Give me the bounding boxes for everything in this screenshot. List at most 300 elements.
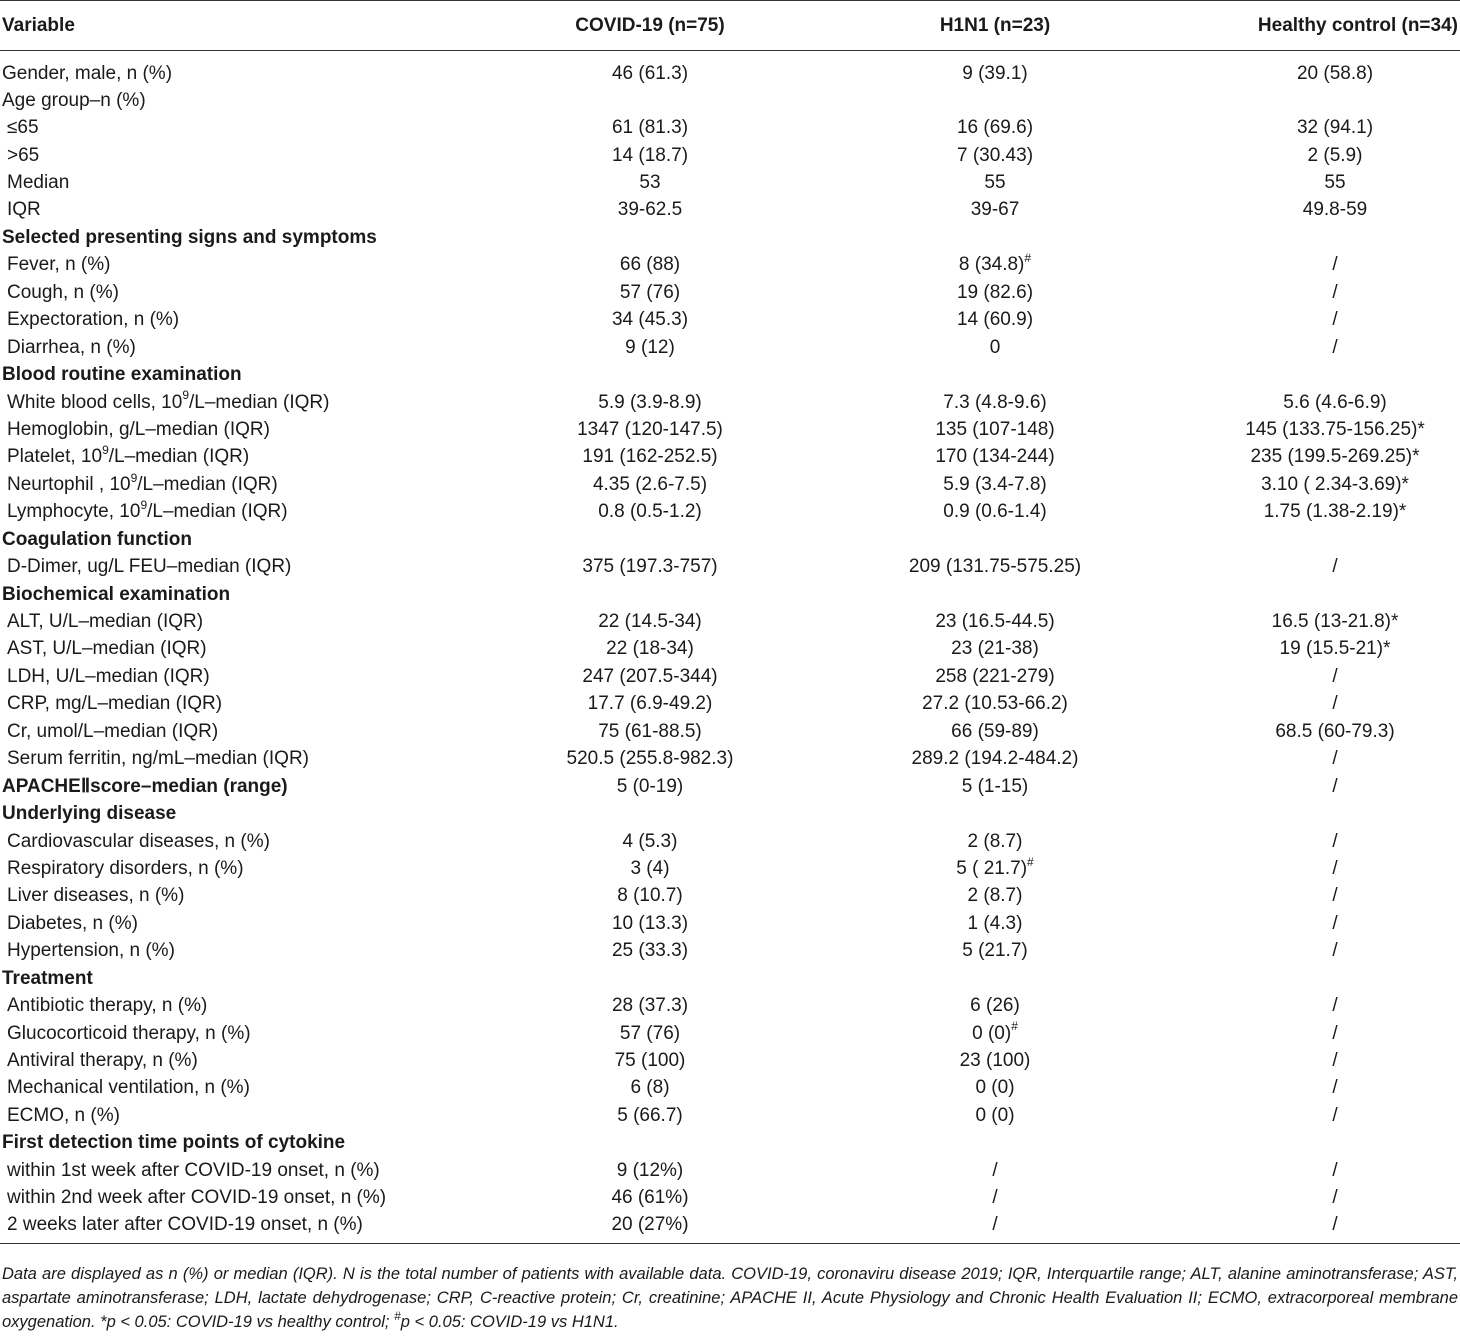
- table-row: [0, 499, 1460, 526]
- cell-value: 75 (100): [614, 1050, 686, 1072]
- cell-value: 28 (37.3): [611, 995, 689, 1017]
- cell-healthy-control: [1210, 773, 1460, 800]
- table-row: [0, 169, 1460, 196]
- cell-healthy-control: [1210, 938, 1460, 965]
- cell-value: 32 (94.1): [1296, 117, 1374, 139]
- cell-value: 375 (197.3-757): [582, 556, 718, 578]
- cell-value: 68.5 (60-79.3): [1275, 720, 1395, 742]
- row-label-text: ≤65: [7, 117, 39, 139]
- cell-value: 258 (221-279): [935, 665, 1055, 687]
- cell-value: 27.2 (10.53-66.2): [922, 693, 1068, 715]
- row-label-text: Underlying disease: [2, 803, 177, 825]
- cell-value: 170 (134-244): [935, 446, 1055, 468]
- cell-value: 53: [639, 172, 661, 194]
- cell-healthy-control: [1210, 499, 1460, 526]
- cell-h1n1: [780, 1157, 1210, 1184]
- cell-value: 191 (162-252.5): [582, 446, 718, 468]
- cell-value: 9 (12): [625, 336, 675, 358]
- cell-h1n1: [780, 746, 1210, 773]
- table-row: [0, 965, 1460, 992]
- row-label-text: Respiratory disorders, n (%): [7, 857, 244, 879]
- cell-h1n1: [780, 883, 1210, 910]
- row-label-text: D-Dimer, ug/L FEU–median (IQR): [7, 556, 292, 578]
- table-row: [0, 938, 1460, 965]
- cell-healthy-control: [1210, 800, 1460, 827]
- cell-covid: [520, 1075, 780, 1102]
- cell-healthy-control: [1210, 746, 1460, 773]
- table-row: [0, 1102, 1460, 1129]
- cell-h1n1: [780, 416, 1210, 443]
- cell-healthy-control: [1210, 51, 1460, 88]
- cell-h1n1: [780, 114, 1210, 141]
- table-row: [0, 334, 1460, 361]
- cell-covid: [520, 992, 780, 1019]
- cell-value: 5.6 (4.6-6.9): [1283, 391, 1387, 413]
- cell-value: /: [992, 1159, 998, 1181]
- cell-healthy-control: [1210, 1102, 1460, 1129]
- cell-value: 22 (14.5-34): [598, 611, 702, 633]
- table-row: [0, 197, 1460, 224]
- row-label: [0, 553, 520, 580]
- row-label-tail: /L–median (IQR): [147, 501, 288, 523]
- table-header: [0, 1, 1460, 51]
- cell-covid: [520, 718, 780, 745]
- cell-value: 5 ( 21.7): [956, 857, 1028, 879]
- cell-h1n1: [780, 965, 1210, 992]
- row-label-superscript: 9: [102, 443, 109, 458]
- table-row: [0, 87, 1460, 114]
- cell-value: 17.7 (6.9-49.2): [587, 693, 713, 715]
- cell-covid: [520, 224, 780, 251]
- section-heading: [0, 224, 520, 251]
- cell-h1n1: [780, 608, 1210, 635]
- cell-value: /: [1332, 693, 1338, 715]
- cell-h1n1: [780, 526, 1210, 553]
- row-label-tail: /L–median (IQR): [108, 446, 250, 468]
- table-row: [0, 553, 1460, 580]
- cell-h1n1: [780, 663, 1210, 690]
- cell-h1n1: [780, 51, 1210, 88]
- table-row: [0, 608, 1460, 635]
- table-row: [0, 800, 1460, 827]
- row-label-text: Serum ferritin, ng/mL–median (IQR): [7, 748, 309, 770]
- cell-value: 57 (76): [619, 1022, 681, 1044]
- table-row: [0, 361, 1460, 388]
- cell-h1n1: [780, 553, 1210, 580]
- cell-value: 5 (0-19): [616, 775, 684, 797]
- significance-marker: #: [1027, 854, 1034, 869]
- row-label-text: within 1st week after COVID-19 onset, n (%): [7, 1159, 380, 1181]
- cell-value: /: [992, 1213, 998, 1235]
- cell-healthy-control: [1210, 444, 1460, 471]
- table-row: [0, 855, 1460, 882]
- table-row: [0, 416, 1460, 443]
- cell-value: 61 (81.3): [611, 117, 689, 139]
- cell-value: 135 (107-148): [935, 418, 1055, 440]
- row-label: [0, 718, 520, 745]
- row-label-text: White blood cells, 10: [7, 391, 183, 413]
- cell-covid: [520, 87, 780, 114]
- table-row: [0, 992, 1460, 1019]
- cell-healthy-control: [1210, 718, 1460, 745]
- table-row: [0, 581, 1460, 608]
- cell-value: 1 (4.3): [967, 912, 1023, 934]
- cell-healthy-control: [1210, 636, 1460, 663]
- cell-h1n1: [780, 499, 1210, 526]
- row-label-text: Antibiotic therapy, n (%): [7, 995, 208, 1017]
- cell-value: 289.2 (194.2-484.2): [911, 748, 1079, 770]
- cell-h1n1: [780, 389, 1210, 416]
- cell-h1n1: [780, 855, 1210, 882]
- cell-healthy-control: [1210, 526, 1460, 553]
- table-row: [0, 1075, 1460, 1102]
- row-label-text: First detection time points of cytokine: [2, 1132, 346, 1154]
- row-label: [0, 608, 520, 635]
- row-label: [0, 197, 520, 224]
- cell-covid: [520, 910, 780, 937]
- cell-covid: [520, 828, 780, 855]
- cell-value: 0 (0): [972, 1022, 1012, 1044]
- cell-covid: [520, 471, 780, 498]
- row-label-tail: /L–median (IQR): [137, 473, 278, 495]
- cell-value: 6 (26): [970, 995, 1020, 1017]
- row-label: [0, 1047, 520, 1074]
- row-label-text: APACHEⅡscore–median (range): [2, 775, 288, 797]
- significance-marker: #: [1024, 251, 1032, 266]
- cell-h1n1: [780, 828, 1210, 855]
- table-row: [0, 828, 1460, 855]
- cell-healthy-control: [1210, 855, 1460, 882]
- row-label-text: CRP, mg/L–median (IQR): [7, 693, 223, 715]
- cell-value: 5 (66.7): [617, 1104, 683, 1126]
- cell-covid: [520, 636, 780, 663]
- cell-covid: [520, 883, 780, 910]
- section-heading: [0, 773, 520, 800]
- cell-covid: [520, 855, 780, 882]
- row-label: [0, 279, 520, 306]
- row-label-text: 2 weeks later after COVID-19 onset, n (%): [7, 1213, 363, 1235]
- cell-value: 8 (34.8): [958, 254, 1025, 276]
- cell-covid: [520, 361, 780, 388]
- section-heading: [0, 581, 520, 608]
- header-healthy-control: Healthy control (n=34): [1210, 1, 1460, 51]
- cell-h1n1: [780, 334, 1210, 361]
- row-label-text: Hemoglobin, g/L–median (IQR): [7, 418, 270, 440]
- table-row: [0, 910, 1460, 937]
- cell-value: /: [1332, 1050, 1338, 1072]
- cell-h1n1: [780, 252, 1210, 279]
- cell-value: 4.35 (2.6-7.5): [592, 473, 708, 495]
- table-row: [0, 279, 1460, 306]
- cell-h1n1: [780, 773, 1210, 800]
- table-row: [0, 1047, 1460, 1074]
- table-row: [0, 746, 1460, 773]
- cell-covid: [520, 746, 780, 773]
- table-row: [0, 773, 1460, 800]
- cell-h1n1: [780, 718, 1210, 745]
- cell-value: 145 (133.75-156.25)*: [1245, 418, 1425, 440]
- cell-covid: [520, 389, 780, 416]
- cell-covid: [520, 51, 780, 88]
- cell-covid: [520, 1130, 780, 1157]
- row-label: [0, 910, 520, 937]
- cell-value: 0 (0): [975, 1104, 1015, 1126]
- cell-covid: [520, 252, 780, 279]
- row-label: [0, 444, 520, 471]
- cell-value: 25 (33.3): [611, 940, 689, 962]
- cell-value: 1.75 (1.38-2.19)*: [1263, 501, 1407, 523]
- cell-value: 20 (27%): [611, 1213, 689, 1235]
- cell-h1n1: [780, 581, 1210, 608]
- cell-covid: [520, 1020, 780, 1047]
- row-label-text: Gender, male, n (%): [2, 63, 173, 84]
- row-label: [0, 142, 520, 169]
- row-label-text: Antiviral therapy, n (%): [7, 1050, 198, 1072]
- row-label-text: Platelet, 10: [7, 446, 103, 468]
- row-label-text: Glucocorticoid therapy, n (%): [7, 1022, 251, 1044]
- cell-value: /: [1332, 1213, 1338, 1235]
- cell-healthy-control: [1210, 87, 1460, 114]
- table-row: [0, 224, 1460, 251]
- row-label-text: Diarrhea, n (%): [7, 336, 136, 358]
- cell-value: 14 (60.9): [956, 309, 1034, 331]
- cell-h1n1: [780, 1047, 1210, 1074]
- cell-h1n1: [780, 444, 1210, 471]
- cell-covid: [520, 1185, 780, 1212]
- row-label-text: Biochemical examination: [2, 583, 231, 605]
- cell-value: /: [1332, 281, 1338, 303]
- cell-covid: [520, 965, 780, 992]
- row-label: [0, 114, 520, 141]
- row-label-text: Cough, n (%): [7, 281, 119, 303]
- cell-value: /: [1332, 336, 1338, 358]
- cell-covid: [520, 938, 780, 965]
- cell-value: 46 (61%): [611, 1187, 689, 1209]
- cell-value: 14 (18.7): [611, 144, 689, 166]
- table-row: [0, 691, 1460, 718]
- cell-healthy-control: [1210, 416, 1460, 443]
- cell-value: 23 (21-38): [951, 638, 1039, 660]
- header-covid: COVID-19 (n=75): [520, 1, 780, 51]
- row-label: [0, 307, 520, 334]
- cell-healthy-control: [1210, 1157, 1460, 1184]
- cell-value: 0 (0): [975, 1077, 1015, 1099]
- cell-value: 10 (13.3): [611, 912, 689, 934]
- cell-value: /: [1332, 748, 1338, 770]
- row-label-text: Hypertension, n (%): [7, 940, 175, 962]
- cell-value: 20 (58.8): [1296, 63, 1374, 84]
- table-row: [0, 663, 1460, 690]
- table-row: [0, 1212, 1460, 1244]
- row-label: [0, 1212, 520, 1244]
- row-label: [0, 1185, 520, 1212]
- cell-value: 0.9 (0.6-1.4): [943, 501, 1047, 523]
- cell-covid: [520, 1102, 780, 1129]
- cell-healthy-control: [1210, 307, 1460, 334]
- section-heading: [0, 361, 520, 388]
- cell-value: 22 (18-34): [606, 638, 694, 660]
- cell-healthy-control: [1210, 691, 1460, 718]
- cell-value: 5 (21.7): [962, 940, 1028, 962]
- row-label: [0, 883, 520, 910]
- row-label-text: Neurtophil , 10: [7, 473, 131, 495]
- cell-value: /: [1332, 1077, 1338, 1099]
- cell-value: 247 (207.5-344): [582, 665, 718, 687]
- cell-value: 3.10 ( 2.34-3.69)*: [1261, 473, 1409, 495]
- cell-covid: [520, 197, 780, 224]
- row-label: [0, 938, 520, 965]
- cell-value: 5.9 (3.9-8.9): [598, 391, 702, 413]
- cell-value: 1347 (120-147.5): [577, 418, 723, 440]
- section-heading: [0, 965, 520, 992]
- cell-h1n1: [780, 992, 1210, 1019]
- cell-value: 3 (4): [630, 857, 670, 879]
- cell-value: /: [1332, 1159, 1338, 1181]
- cell-value: 8 (10.7): [617, 885, 683, 907]
- row-label: [0, 992, 520, 1019]
- cell-value: 209 (131.75-575.25): [908, 556, 1082, 578]
- row-label-superscript: 9: [140, 497, 148, 512]
- cell-value: /: [1332, 309, 1338, 331]
- cell-healthy-control: [1210, 361, 1460, 388]
- row-label: [0, 855, 520, 882]
- row-label-text: ECMO, n (%): [7, 1104, 120, 1126]
- cell-covid: [520, 169, 780, 196]
- cell-healthy-control: [1210, 1185, 1460, 1212]
- cell-value: /: [1332, 775, 1338, 797]
- row-label-text: Coagulation function: [2, 528, 192, 550]
- row-label-text: ALT, U/L–median (IQR): [7, 611, 204, 633]
- cell-healthy-control: [1210, 114, 1460, 141]
- cell-healthy-control: [1210, 553, 1460, 580]
- cell-healthy-control: [1210, 1130, 1460, 1157]
- cell-healthy-control: [1210, 1075, 1460, 1102]
- cell-healthy-control: [1210, 197, 1460, 224]
- cell-value: 23 (100): [959, 1050, 1031, 1072]
- cell-value: /: [1332, 1104, 1338, 1126]
- cell-value: 34 (45.3): [611, 309, 689, 331]
- table-row: [0, 718, 1460, 745]
- row-label-text: Selected presenting signs and symptoms: [2, 226, 377, 248]
- row-label-text: IQR: [7, 199, 41, 221]
- table-body: [0, 51, 1460, 1244]
- table-row: [0, 252, 1460, 279]
- cell-value: /: [1332, 1022, 1338, 1044]
- row-label: [0, 51, 520, 88]
- cell-value: 2 (8.7): [967, 830, 1023, 852]
- cell-value: 520.5 (255.8-982.3): [566, 748, 734, 770]
- cell-healthy-control: [1210, 334, 1460, 361]
- cell-h1n1: [780, 142, 1210, 169]
- table-row: [0, 1157, 1460, 1184]
- row-label: [0, 471, 520, 498]
- cell-value: /: [1332, 885, 1338, 907]
- row-label: [0, 1075, 520, 1102]
- cell-healthy-control: [1210, 910, 1460, 937]
- row-label-text: Median: [7, 172, 70, 194]
- cell-covid: [520, 307, 780, 334]
- cell-value: 0.8 (0.5-1.2): [598, 501, 702, 523]
- footnote-tail: p < 0.05: COVID-19 vs H1N1.: [400, 1313, 619, 1331]
- section-heading: [0, 1130, 520, 1157]
- cell-value: 5 (1-15): [961, 775, 1029, 797]
- row-label: [0, 169, 520, 196]
- row-label-text: Expectoration, n (%): [7, 309, 180, 331]
- row-label: [0, 87, 520, 114]
- row-label: [0, 334, 520, 361]
- cell-h1n1: [780, 691, 1210, 718]
- cell-value: /: [1332, 940, 1338, 962]
- cell-value: 39-62.5: [617, 199, 683, 221]
- cell-h1n1: [780, 1212, 1210, 1244]
- header-row: [0, 1, 1460, 51]
- cell-covid: [520, 499, 780, 526]
- row-label-text: Liver diseases, n (%): [7, 885, 185, 907]
- cell-covid: [520, 444, 780, 471]
- row-label: [0, 746, 520, 773]
- row-label: [0, 416, 520, 443]
- cell-h1n1: [780, 1185, 1210, 1212]
- cell-value: /: [1332, 830, 1338, 852]
- cell-covid: [520, 800, 780, 827]
- row-label: [0, 499, 520, 526]
- cell-value: 55: [984, 172, 1006, 194]
- cell-value: 49.8-59: [1302, 199, 1368, 221]
- cell-h1n1: [780, 169, 1210, 196]
- row-label-text: Cardiovascular diseases, n (%): [7, 830, 270, 852]
- cell-h1n1: [780, 197, 1210, 224]
- table-row: [0, 1130, 1460, 1157]
- cell-healthy-control: [1210, 471, 1460, 498]
- cell-covid: [520, 1212, 780, 1244]
- cell-h1n1: [780, 636, 1210, 663]
- cell-value: /: [1332, 254, 1338, 276]
- cell-value: 235 (199.5-269.25)*: [1250, 446, 1420, 468]
- cell-covid: [520, 608, 780, 635]
- row-label-text: Lymphocyte, 10: [7, 501, 141, 523]
- cell-covid: [520, 526, 780, 553]
- cell-value: 39-67: [970, 199, 1020, 221]
- cell-value: 66 (88): [619, 254, 681, 276]
- table-row: [0, 1185, 1460, 1212]
- row-label: [0, 252, 520, 279]
- cell-covid: [520, 142, 780, 169]
- row-label-text: Treatment: [2, 967, 93, 989]
- significance-marker: #: [1011, 1019, 1018, 1034]
- cell-h1n1: [780, 1020, 1210, 1047]
- table-row: [0, 636, 1460, 663]
- cell-value: 19 (15.5-21)*: [1279, 638, 1391, 660]
- cell-value: 7.3 (4.8-9.6): [943, 391, 1047, 413]
- cell-value: /: [1332, 665, 1338, 687]
- cell-covid: [520, 1047, 780, 1074]
- cell-healthy-control: [1210, 252, 1460, 279]
- cell-h1n1: [780, 938, 1210, 965]
- row-label: [0, 636, 520, 663]
- cell-value: 4 (5.3): [622, 830, 678, 852]
- cell-healthy-control: [1210, 883, 1460, 910]
- cell-healthy-control: [1210, 828, 1460, 855]
- cell-covid: [520, 581, 780, 608]
- cell-h1n1: [780, 87, 1210, 114]
- cell-h1n1: [780, 224, 1210, 251]
- cell-value: 19 (82.6): [956, 281, 1034, 303]
- cell-h1n1: [780, 279, 1210, 306]
- cell-healthy-control: [1210, 581, 1460, 608]
- cell-h1n1: [780, 307, 1210, 334]
- cell-h1n1: [780, 1130, 1210, 1157]
- row-label-text: >65: [7, 144, 40, 166]
